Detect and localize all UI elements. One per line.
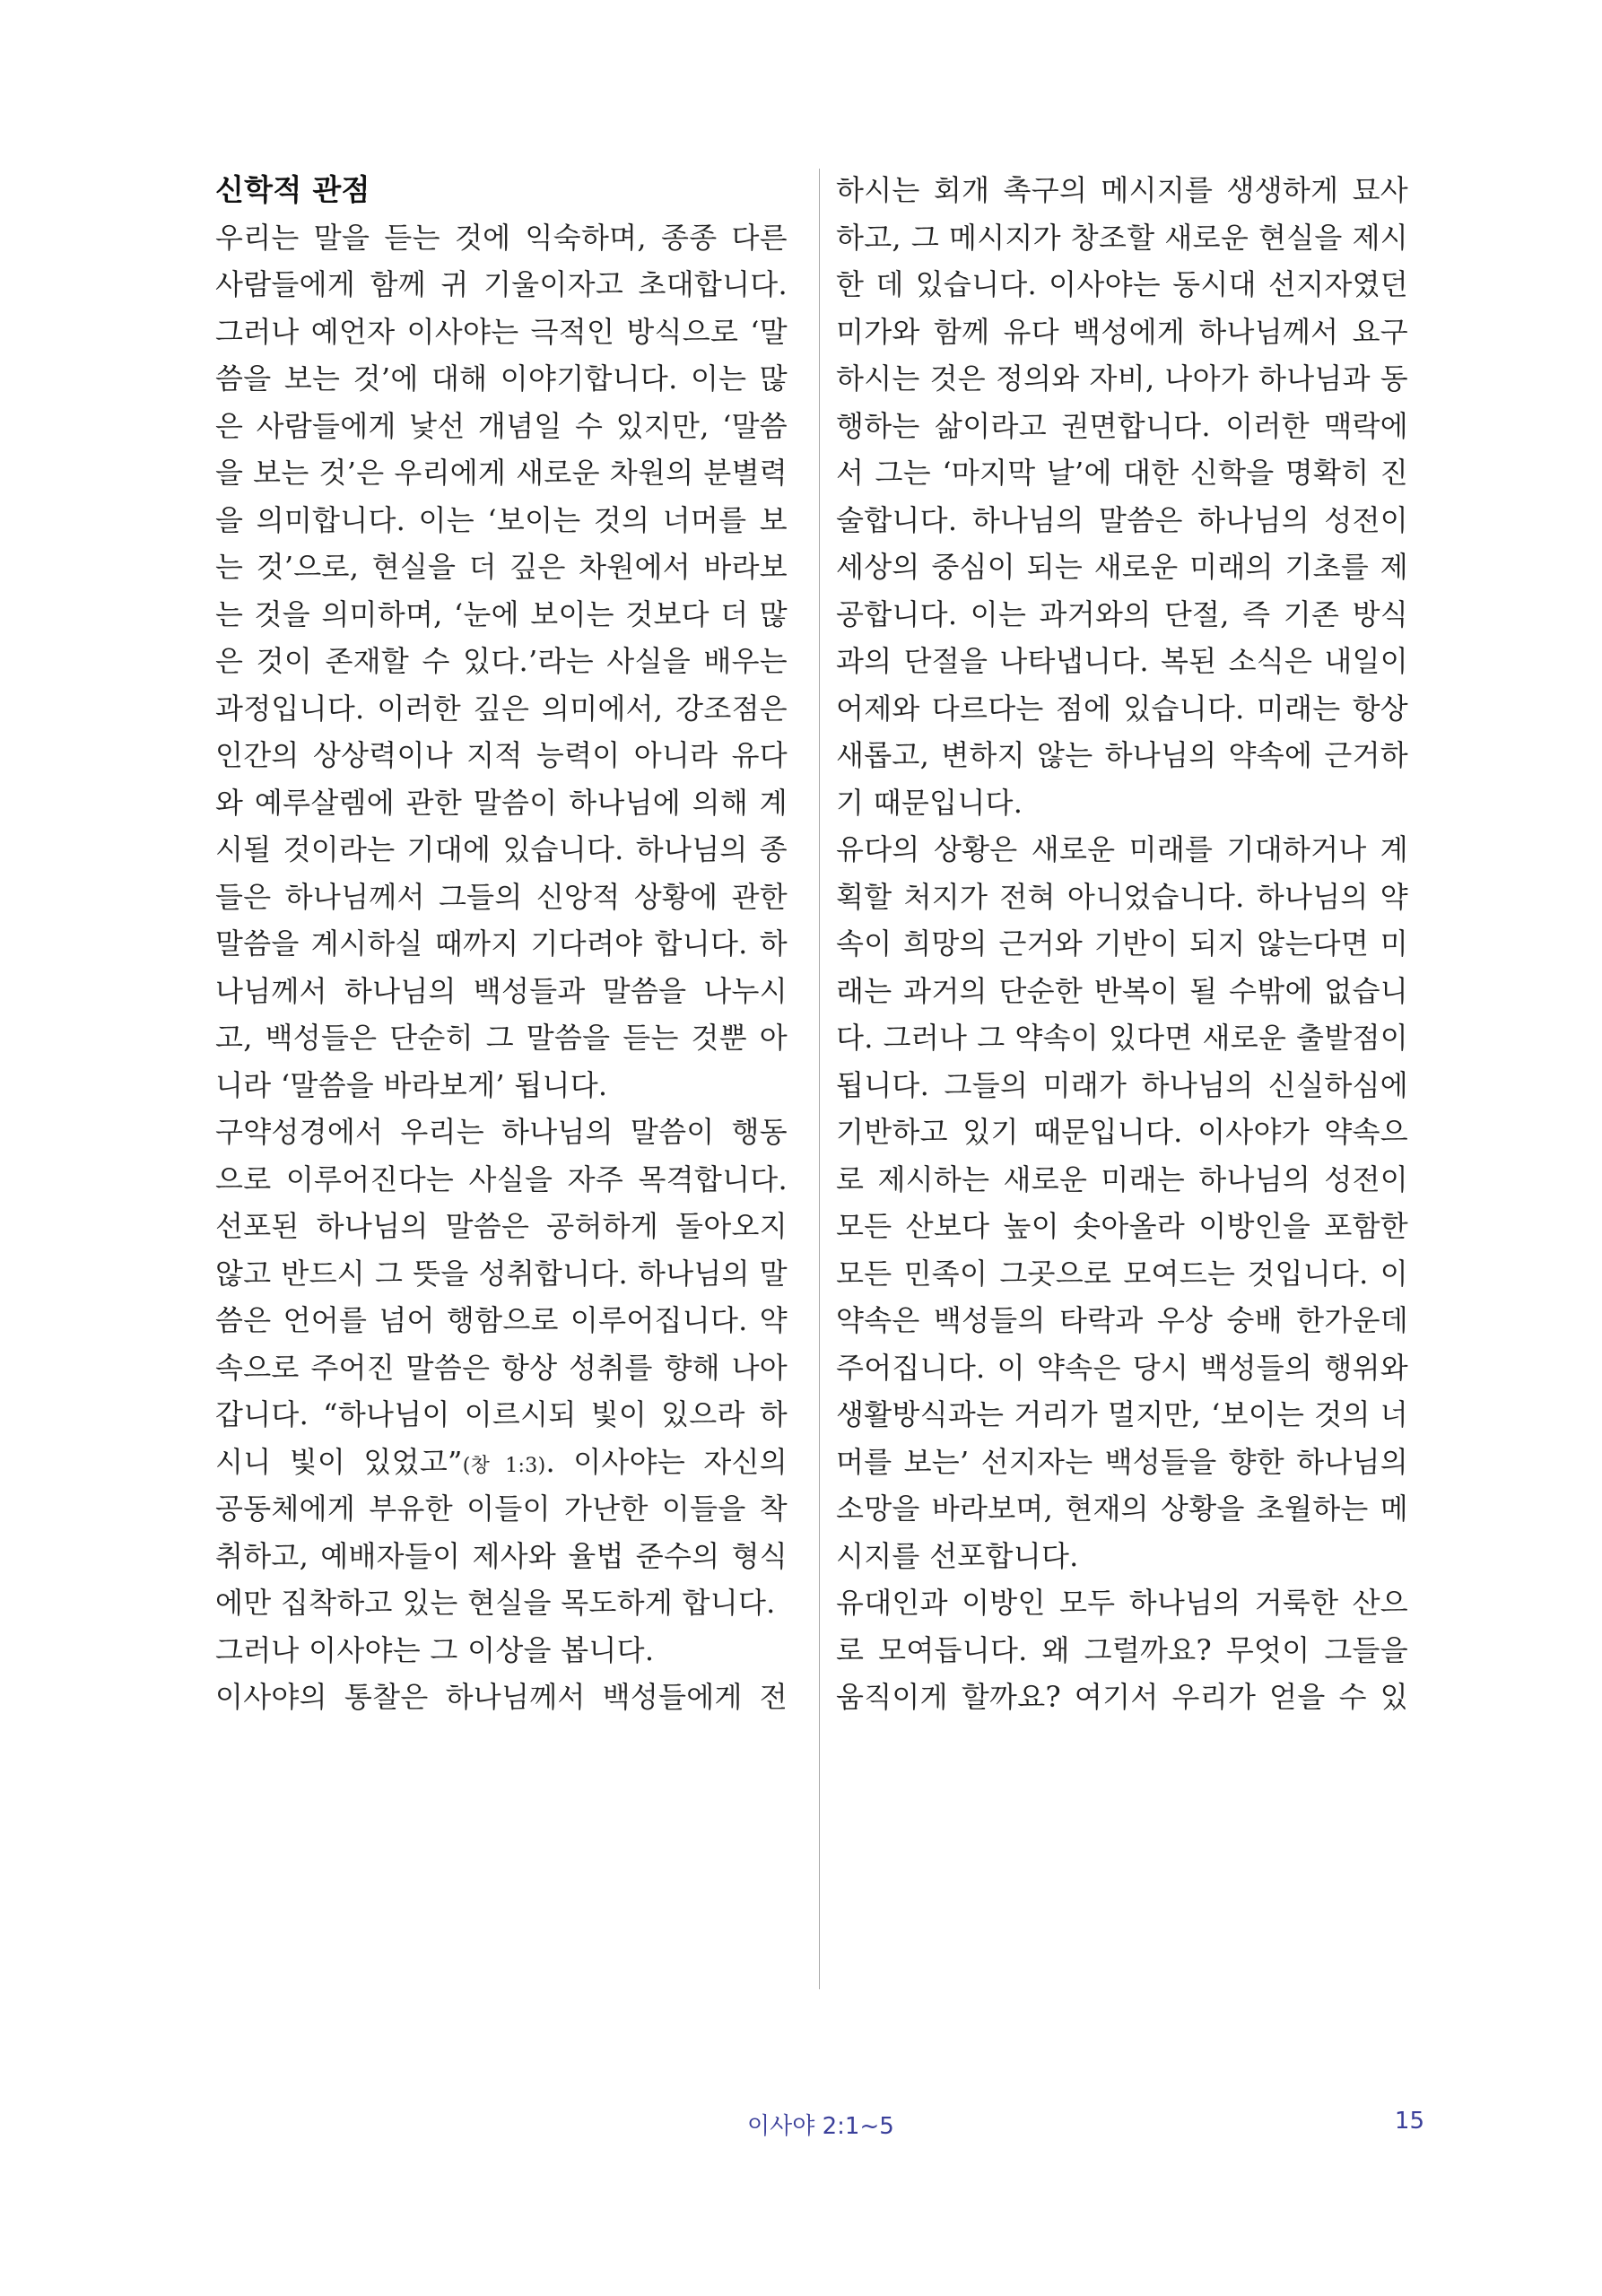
text-line: 는 것’으로, 현실을 더 깊은 차원에서 바라보 (215, 550, 788, 584)
text-line: 은 것이 존재할 수 있다.’라는 사실을 배우는 (215, 644, 788, 678)
text-line: 술합니다. 하나님의 말씀은 하나님의 성전이 (836, 502, 1408, 537)
text-line: 씀을 보는 것’에 대해 이야기합니다. 이는 많 (215, 361, 788, 396)
text-line: 유대인과 이방인 모두 하나님의 거룩한 산으 (836, 1586, 1408, 1620)
text-line: 으로 이루어진다는 사실을 자주 목격합니다. (215, 1161, 788, 1196)
right-column (836, 167, 1408, 1721)
text-line: 서 그는 ‘마지막 날’에 대한 신학을 명확히 진 (836, 456, 1408, 490)
left-column (215, 167, 788, 1721)
text-line: 구약성경에서 우리는 하나님의 말씀이 행동 (215, 1115, 788, 1149)
text-line: 을 보는 것’은 우리에게 새로운 차원의 분별력 (215, 456, 788, 490)
text-line: 시될 것이라는 기대에 있습니다. 하나님의 종 (215, 832, 788, 866)
left-column-body (215, 214, 788, 1721)
text-line: 래는 과거의 단순한 반복이 될 수밖에 없습니 (836, 973, 1408, 1008)
text-line: 기반하고 있기 때문입니다. 이사야가 약속으 (836, 1115, 1408, 1149)
text-line: 로 모여듭니다. 왜 그럴까요? 무엇이 그들을 (836, 1632, 1408, 1667)
text-line: 과정입니다. 이러한 깊은 의미에서, 강조점은 (215, 691, 788, 726)
text-line: 들은 하나님께서 그들의 신앙적 상황에 관한 (215, 879, 788, 914)
text-line: 선포된 하나님의 말씀은 공허하게 돌아오지 (215, 1209, 788, 1243)
text-line: 은 사람들에게 낯선 개념일 수 있지만, ‘말씀 (215, 408, 788, 443)
text-line: 공동체에게 부유한 이들이 가난한 이들을 착 (215, 1492, 788, 1526)
text-line: 사람들에게 함께 귀 기울이자고 초대합니다. (215, 267, 788, 301)
text-line: 세상의 중심이 되는 새로운 미래의 기초를 제 (836, 550, 1408, 584)
text-line: 약속은 백성들의 타락과 우상 숭배 한가운데 (836, 1303, 1408, 1337)
text-line: 획할 처지가 전혀 아니었습니다. 하나님의 약 (836, 879, 1408, 914)
column-divider (819, 169, 820, 1989)
text-line: 소망을 바라보며, 현재의 상황을 초월하는 메 (836, 1492, 1408, 1526)
text-line: 하시는 것은 정의와 자비, 나아가 하나님과 동 (836, 361, 1408, 396)
text-line: 하시는 회개 촉구의 메시지를 생생하게 묘사 (836, 173, 1408, 207)
text-line: 는 것을 의미하며, ‘눈에 보이는 것보다 더 많 (215, 596, 788, 631)
text-line: 로 제시하는 새로운 미래는 하나님의 성전이 (836, 1161, 1408, 1196)
text-line: 모든 산보다 높이 솟아올라 이방인을 포함한 (836, 1209, 1408, 1243)
text-line: 어제와 다르다는 점에 있습니다. 미래는 항상 (836, 691, 1408, 726)
text-line: 그러나 이사야는 그 이상을 봅니다. (215, 1632, 655, 1667)
text-line: 우리는 말을 듣는 것에 익숙하며, 종종 다른 (215, 220, 788, 255)
running-footer-title: 이사야 2:1~5 (747, 2113, 894, 2140)
text-line: 속이 희망의 근거와 기반이 되지 않는다면 미 (836, 926, 1408, 961)
text-line: 취하고, 예배자들이 제사와 율법 준수의 형식 (215, 1538, 788, 1573)
text-line: 새롭고, 변하지 않는 하나님의 약속에 근거하 (836, 738, 1408, 772)
text-line: 이사야의 통찰은 하나님께서 백성들에게 전 (215, 1680, 788, 1714)
text-line: 생활방식과는 거리가 멀지만, ‘보이는 것의 너 (836, 1397, 1408, 1431)
scripture-citation: (창 1:3) (462, 1454, 546, 1477)
text-line: 유다의 상황은 새로운 미래를 기대하거나 계 (836, 832, 1408, 866)
text-line: 말씀을 계시하실 때까지 기다려야 합니다. 하 (215, 926, 788, 961)
text-line: 와 예루살렘에 관한 말씀이 하나님에 의해 계 (215, 785, 788, 820)
text-line: 과의 단절을 나타냅니다. 복된 소식은 내일이 (836, 644, 1408, 678)
text-line: 움직이게 할까요? 여기서 우리가 얻을 수 있 (836, 1680, 1408, 1714)
text-line: 갑니다. “하나님이 이르시되 빛이 있으라 하 (215, 1397, 788, 1431)
text-line: 한 데 있습니다. 이사야는 동시대 선지자였던 (836, 267, 1408, 301)
text-line (215, 1439, 788, 1486)
right-column-body (836, 167, 1408, 1721)
text-line: 속으로 주어진 말씀은 항상 성취를 향해 나아 (215, 1350, 788, 1385)
text-line: 고, 백성들은 단순히 그 말씀을 듣는 것뿐 아 (215, 1021, 788, 1055)
text-line: 공합니다. 이는 과거와의 단절, 즉 기존 방식 (836, 596, 1408, 631)
section-heading: 신학적 관점 (215, 172, 370, 207)
text-line: 시지를 선포합니다. (836, 1538, 1079, 1573)
text-line: 다. 그러나 그 약속이 있다면 새로운 출발점이 (836, 1021, 1408, 1055)
text-line: 하고, 그 메시지가 창조할 새로운 현실을 제시 (836, 220, 1408, 255)
page-number: 15 (1394, 2108, 1424, 2135)
text-line: 됩니다. 그들의 미래가 하나님의 신실하심에 (836, 1067, 1408, 1102)
text-line: 머를 보는’ 선지자는 백성들을 향한 하나님의 (836, 1444, 1408, 1479)
text-line: 니라 ‘말씀을 바라보게’ 됩니다. (215, 1067, 608, 1102)
text-line: 에만 집착하고 있는 현실을 목도하게 합니다. (215, 1586, 776, 1620)
text-line: 주어집니다. 이 약속은 당시 백성들의 행위와 (836, 1350, 1408, 1385)
text-line: 미가와 함께 유다 백성에게 하나님께서 요구 (836, 314, 1408, 349)
text-span: . 이사야는 자신의 (545, 1444, 788, 1479)
text-line: 인간의 상상력이나 지적 능력이 아니라 유다 (215, 738, 788, 772)
text-line: 그러나 예언자 이사야는 극적인 방식으로 ‘말 (215, 314, 788, 349)
text-line: 모든 민족이 그곳으로 모여드는 것입니다. 이 (836, 1256, 1408, 1291)
text-span: 시니 빛이 있었고” (215, 1444, 463, 1479)
text-line: 을 의미합니다. 이는 ‘보이는 것의 너머를 보 (215, 502, 788, 537)
text-line: 나님께서 하나님의 백성들과 말씀을 나누시 (215, 973, 788, 1008)
text-line: 행하는 삶이라고 권면합니다. 이러한 맥락에 (836, 408, 1408, 443)
text-line: 않고 반드시 그 뜻을 성취합니다. 하나님의 말 (215, 1256, 788, 1291)
text-line: 씀은 언어를 넘어 행함으로 이루어집니다. 약 (215, 1303, 788, 1337)
text-line: 기 때문입니다. (836, 785, 1023, 820)
